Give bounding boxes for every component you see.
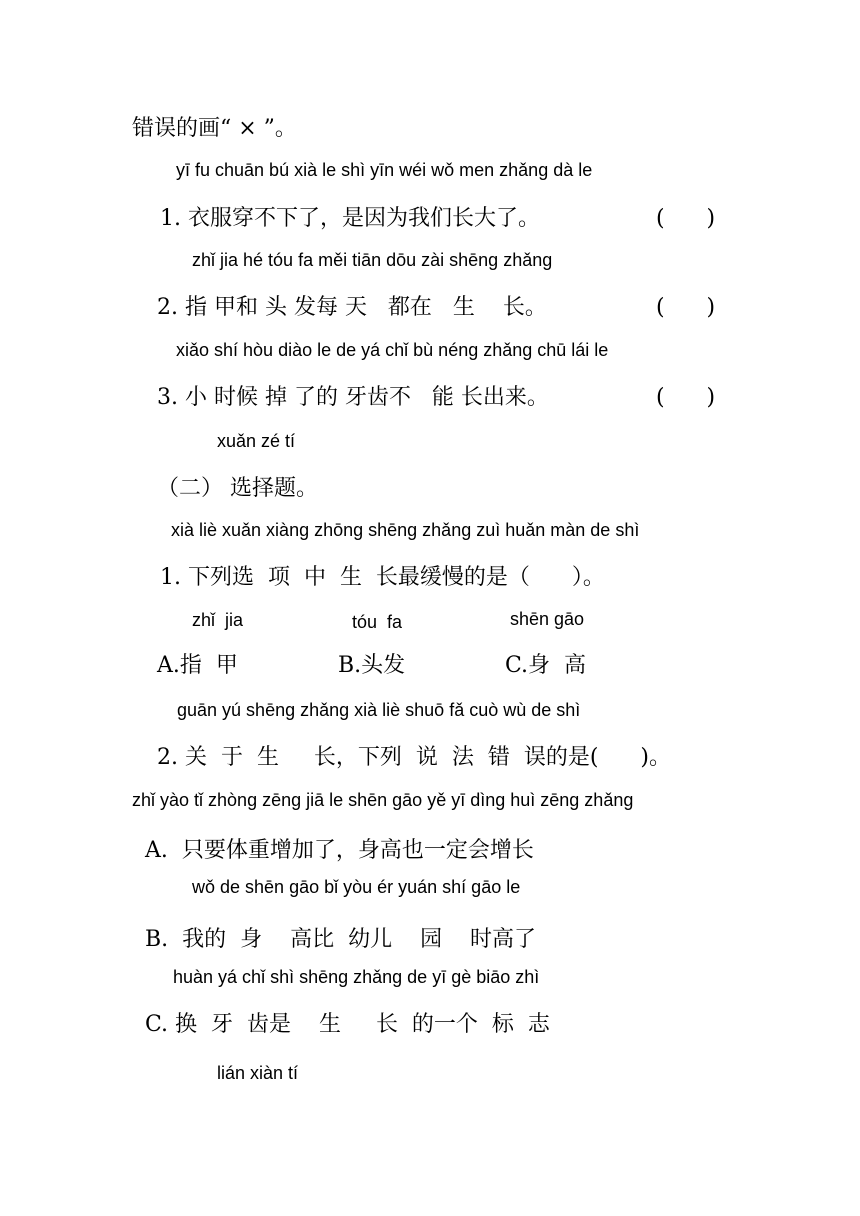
- q1-option-a[interactable]: A.指 甲: [157, 653, 238, 678]
- q1-option-b-pinyin: tóu fa: [352, 612, 403, 632]
- q2-option-b[interactable]: B. 我的 身 高比 幼儿 园 时高了: [145, 927, 537, 952]
- q1-option-c-pinyin: shēn gāo: [510, 609, 585, 629]
- q1-option-b[interactable]: B.头发: [338, 653, 406, 678]
- judge-item-2-text: 2. 指 甲和 头 发每 天 都在 生 长。: [157, 295, 547, 320]
- q1-text: 1. 下列选 项 中 生 长最缓慢的是（ ）。: [160, 565, 605, 590]
- judge-item-1-pinyin: yī fu chuān bú xià le shì yīn wéi wǒ men zhǎng dà le: [176, 160, 593, 180]
- q1-option-c[interactable]: C.身 高: [505, 653, 587, 678]
- q2-option-a[interactable]: A. 只要体重增加了，身高也一定会增长: [145, 838, 534, 863]
- judge-item-1-answer-blank[interactable]: ( ): [656, 206, 716, 231]
- q2-option-c[interactable]: C. 换 牙 齿是 生 长 的一个 标 志: [145, 1012, 550, 1037]
- instruction-mark-wrong: 错误的画“ × ”。: [132, 116, 297, 141]
- q2-pinyin: guān yú shēng zhǎng xià liè shuō fǎ cuò wù de shì: [177, 700, 581, 720]
- q2-option-c-pinyin: huàn yá chǐ shì shēng zhǎng de yī gè biāo zhì: [173, 967, 540, 987]
- q2-option-b-pinyin: wǒ de shēn gāo bǐ yòu ér yuán shí gāo le: [192, 877, 521, 897]
- judge-item-3-pinyin: xiǎo shí hòu diào le de yá chǐ bù néng zhǎng chū lái le: [176, 340, 609, 360]
- q1-option-a-pinyin: zhǐ jia: [192, 610, 244, 630]
- q2-option-a-pinyin: zhǐ yào tǐ zhòng zēng jiā le shēn gāo yě yī dìng huì zēng zhǎng: [132, 790, 634, 810]
- judge-item-3-answer-blank[interactable]: ( ): [656, 385, 716, 410]
- q1-pinyin: xià liè xuǎn xiàng zhōng shēng zhǎng zuì huǎn màn de shì: [171, 520, 640, 540]
- section3-pinyin: lián xiàn tí: [217, 1063, 299, 1083]
- section2-title: （二） 选择题。: [157, 476, 318, 501]
- q2-text: 2. 关 于 生 长，下列 说 法 错 误的是( )。: [157, 745, 671, 770]
- section2-pinyin: xuǎn zé tí: [217, 431, 296, 451]
- judge-item-3-text: 3. 小 时候 掉 了的 牙齿不 能 长出来。: [157, 385, 549, 410]
- judge-item-2-pinyin: zhǐ jia hé tóu fa měi tiān dōu zài shēng zhǎng: [192, 250, 553, 270]
- judge-item-2-answer-blank[interactable]: ( ): [656, 295, 716, 320]
- judge-item-1-text: 1. 衣服穿不下了，是因为我们长大了。: [160, 206, 540, 231]
